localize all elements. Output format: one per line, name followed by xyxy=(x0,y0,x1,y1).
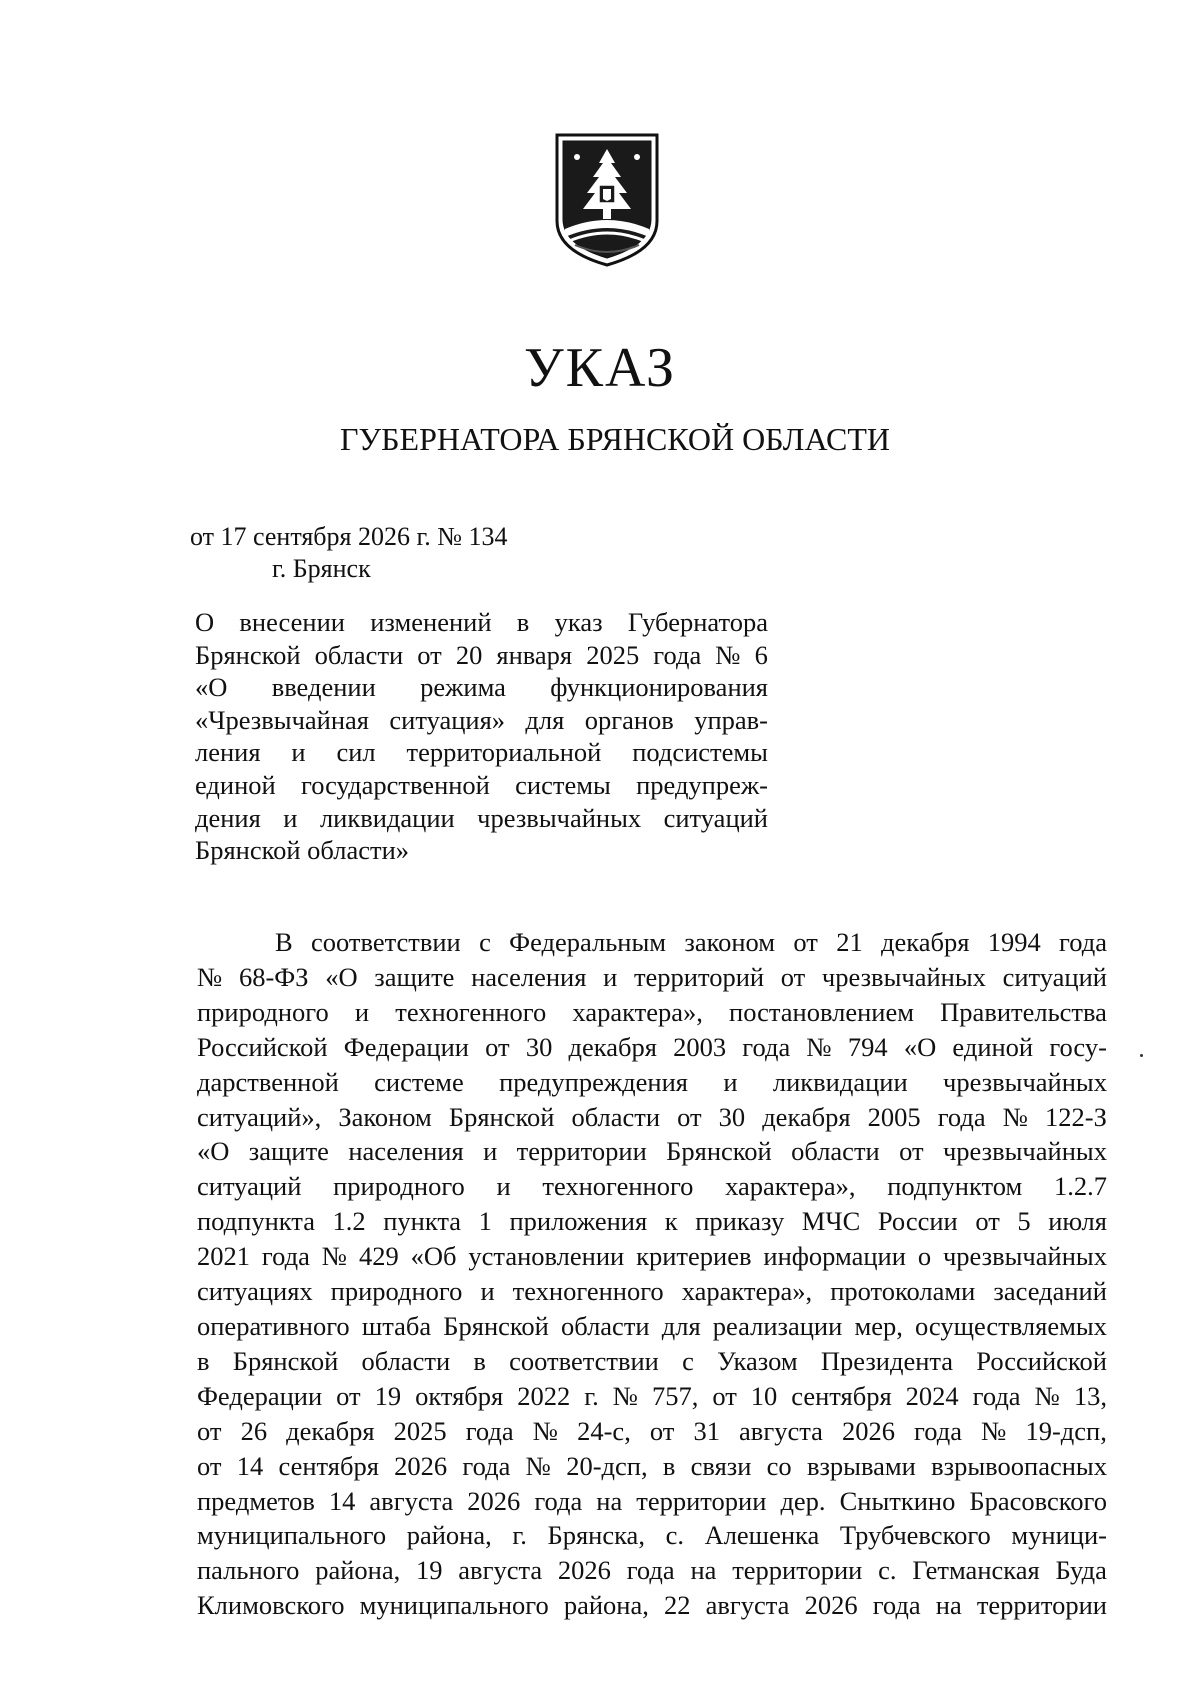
word: и xyxy=(723,1066,738,1097)
word: 30 xyxy=(525,1031,553,1062)
word: предупреждения xyxy=(499,1066,688,1097)
word: Брянской xyxy=(232,1345,339,1376)
word: чрезвычайных xyxy=(942,1136,1107,1167)
word: техногенного xyxy=(512,1276,664,1307)
word: от xyxy=(780,961,806,992)
subject-line xyxy=(195,736,768,769)
word: октября xyxy=(415,1380,504,1411)
word: органов xyxy=(584,704,674,735)
word: № xyxy=(715,639,741,670)
subject-line xyxy=(195,769,768,802)
word: 2026 xyxy=(557,1555,611,1586)
word: 757, xyxy=(651,1380,699,1411)
word: 2005 xyxy=(867,1101,921,1132)
word: года xyxy=(972,1380,1021,1411)
word: 2025 xyxy=(393,1415,447,1446)
word: и xyxy=(291,737,306,768)
word: сентября xyxy=(791,1380,892,1411)
word: В xyxy=(275,927,293,957)
word: изменений xyxy=(370,607,492,637)
word: критериев xyxy=(636,1241,752,1272)
word: области xyxy=(361,1345,451,1376)
word: года xyxy=(872,1590,921,1621)
word: сентября xyxy=(278,1450,379,1481)
word: 2026 xyxy=(394,1450,448,1481)
word: техногенного xyxy=(542,1171,694,1202)
body-line xyxy=(197,1030,1107,1065)
word: района, xyxy=(315,1555,401,1586)
word: июля xyxy=(1048,1206,1107,1237)
word: и xyxy=(603,961,618,992)
word: внесении xyxy=(239,607,345,637)
word: территории xyxy=(732,1555,863,1586)
word: предметов xyxy=(197,1485,315,1516)
word: природного xyxy=(330,1276,463,1307)
issuer-title: ГУБЕРНАТОРА БРЯНСКОЙ ОБЛАСТИ xyxy=(340,421,890,457)
word: 1994 xyxy=(987,927,1041,957)
word: 2022 xyxy=(517,1380,571,1411)
word: законом xyxy=(684,927,776,957)
word: оперативного xyxy=(197,1310,350,1341)
word: характера», xyxy=(572,996,703,1027)
word: декабря xyxy=(286,1415,375,1446)
word: системы xyxy=(515,769,611,800)
word: района, xyxy=(406,1520,492,1551)
body-line xyxy=(197,1065,1107,1100)
word: взрывами xyxy=(806,1450,916,1481)
word: № xyxy=(532,1415,559,1446)
word: 30 xyxy=(718,1101,746,1132)
word: 13, xyxy=(1073,1380,1107,1411)
document-body xyxy=(197,925,1107,1623)
word: заседаний xyxy=(993,1276,1107,1307)
word: дения xyxy=(195,802,261,833)
word: ситуациях xyxy=(197,1276,313,1307)
word: Брянской xyxy=(666,1136,772,1167)
word: для xyxy=(525,704,565,735)
word: от xyxy=(197,1450,222,1481)
body-line xyxy=(197,1309,1107,1344)
word: 2026 xyxy=(467,1485,521,1516)
word: года xyxy=(534,1485,583,1516)
body-line xyxy=(197,1588,1107,1623)
word: Трубчевского xyxy=(839,1520,991,1551)
word: к xyxy=(664,1206,678,1237)
word: Брянской xyxy=(195,639,301,670)
word: Президента xyxy=(820,1345,954,1376)
word: функционирования xyxy=(550,672,768,703)
body-line xyxy=(197,1169,1107,1204)
word: 2003 xyxy=(673,1031,727,1062)
word: «О xyxy=(195,672,228,703)
word: № xyxy=(806,1031,832,1062)
word: декабря xyxy=(762,1101,851,1132)
word: техногенного xyxy=(395,996,547,1027)
word: и xyxy=(496,1171,511,1202)
word: дер. xyxy=(780,1485,826,1516)
word: и xyxy=(480,1276,495,1307)
word: реализации xyxy=(712,1310,843,1341)
word: в xyxy=(473,1345,486,1376)
word: защите xyxy=(374,961,455,992)
word: со xyxy=(766,1450,792,1481)
word: 2025 xyxy=(586,639,640,670)
word: соответствии xyxy=(509,1345,659,1376)
word: 794 xyxy=(847,1031,888,1062)
word: № xyxy=(525,1450,551,1481)
word: 429 xyxy=(358,1241,399,1272)
word: Федерации xyxy=(343,1031,469,1062)
word: 2026 xyxy=(804,1590,858,1621)
word: 6 xyxy=(754,639,768,670)
word: муници- xyxy=(1011,1520,1107,1551)
word: территории xyxy=(636,1485,767,1516)
word: территориальной xyxy=(406,737,602,768)
word: единой xyxy=(195,769,276,800)
word: от xyxy=(197,1415,222,1446)
word: ления xyxy=(195,737,261,768)
word: Указом xyxy=(717,1345,798,1376)
word: Климовского xyxy=(197,1590,345,1621)
word: в xyxy=(516,607,530,637)
word: № xyxy=(981,1415,1007,1446)
word: взрывоопасных xyxy=(931,1450,1107,1481)
word: территории xyxy=(976,1590,1107,1621)
word: 20 xyxy=(455,639,483,670)
word: декабря xyxy=(881,927,970,957)
word: 14 xyxy=(236,1450,264,1481)
body-line xyxy=(197,1344,1107,1379)
word: 1 xyxy=(478,1206,492,1237)
word: года xyxy=(261,1241,310,1272)
word: муниципального xyxy=(197,1520,387,1551)
word: Правительства xyxy=(940,996,1107,1027)
word: 22 xyxy=(663,1590,691,1621)
word: и xyxy=(354,996,370,1027)
word: Сныткино xyxy=(839,1485,956,1516)
word: для xyxy=(661,1310,701,1341)
word: России xyxy=(877,1206,958,1237)
body-line xyxy=(197,1518,1107,1553)
word: мер, xyxy=(854,1310,903,1341)
document-date-number: от 17 сентября 2026 г. № 134 xyxy=(190,522,508,551)
word: указ xyxy=(554,607,603,637)
word: государственной xyxy=(301,769,490,800)
word: года xyxy=(914,1415,962,1446)
body-line xyxy=(197,960,1107,995)
word: области xyxy=(571,1101,661,1132)
word: августа xyxy=(369,1485,454,1516)
word: «Об xyxy=(410,1241,457,1272)
word: подпунктом xyxy=(887,1171,1023,1202)
word: 24-с, xyxy=(577,1415,631,1446)
body-line xyxy=(197,1134,1107,1169)
subject-line xyxy=(195,802,768,835)
word: чрезвычайных xyxy=(943,1066,1107,1097)
word: режима xyxy=(420,672,506,703)
word: № xyxy=(612,1380,638,1411)
body-line xyxy=(197,1379,1107,1414)
word: 1.2 xyxy=(332,1206,366,1237)
body-line xyxy=(197,1204,1107,1239)
word: г. xyxy=(584,1380,599,1411)
subject-line xyxy=(195,704,768,737)
word: введении xyxy=(271,672,376,703)
word: от xyxy=(485,1031,510,1062)
word: ликвидации xyxy=(319,802,455,833)
word: ситуаций xyxy=(1002,961,1107,992)
word: Брасовского xyxy=(969,1485,1107,1516)
word: единой xyxy=(952,1031,1034,1062)
document-city: г. Брянск xyxy=(272,554,371,583)
word: населения xyxy=(471,961,587,992)
word: о xyxy=(917,1241,932,1272)
word: района, xyxy=(563,1590,649,1621)
word: от xyxy=(975,1206,1000,1237)
word: системе xyxy=(374,1066,464,1097)
word: августа xyxy=(739,1415,823,1446)
word: МЧС xyxy=(801,1206,861,1237)
word: года xyxy=(465,1415,514,1446)
word: территорий xyxy=(633,961,765,992)
word: 21 xyxy=(836,927,863,957)
word: с. xyxy=(665,1520,684,1551)
document-subject xyxy=(195,606,768,867)
word: соответствии xyxy=(311,927,461,957)
word: «О xyxy=(903,1031,937,1062)
word: области xyxy=(314,639,404,670)
word: ситуация» xyxy=(389,704,506,735)
word: установлении xyxy=(468,1241,625,1272)
subject-line xyxy=(195,671,768,704)
subject-line xyxy=(195,639,768,672)
document-type-title: УКАЗ xyxy=(523,337,677,399)
word: 1.2.7 xyxy=(1053,1171,1107,1202)
word: госу- xyxy=(1049,1031,1107,1062)
word: года xyxy=(742,1031,791,1062)
word: протоколами xyxy=(830,1276,976,1307)
word: 2026 xyxy=(841,1415,895,1446)
word: Законом xyxy=(338,1101,432,1132)
word: Губернатора xyxy=(627,607,768,637)
subject-line: Брянской области» xyxy=(195,835,410,866)
word: ситуаций xyxy=(197,1171,302,1202)
word: 19 xyxy=(416,1555,443,1586)
word: муниципального xyxy=(359,1590,549,1621)
word: Брянской xyxy=(448,1101,555,1132)
word: штаба xyxy=(361,1310,432,1341)
word: пального xyxy=(197,1555,300,1586)
word: пункта xyxy=(383,1206,462,1237)
word: Буда xyxy=(1055,1555,1107,1586)
word: чрезвычайных xyxy=(821,961,986,992)
word: характера», xyxy=(725,1171,856,1202)
word: характера», xyxy=(681,1276,813,1307)
word: от xyxy=(417,639,442,670)
word: с xyxy=(682,1345,694,1376)
word: предупреж- xyxy=(636,769,768,800)
word: 68-ФЗ xyxy=(238,961,309,992)
body-line xyxy=(197,1274,1107,1309)
word: от xyxy=(712,1380,737,1411)
word: населения xyxy=(348,1136,464,1167)
word: декабря xyxy=(568,1031,657,1062)
body-line xyxy=(197,1414,1107,1449)
body-line xyxy=(197,1100,1107,1135)
word: чрезвычайных xyxy=(477,802,642,833)
body-line xyxy=(197,1484,1107,1519)
word: на xyxy=(935,1590,962,1621)
word: 5 xyxy=(1017,1206,1031,1237)
word: ситуаций», xyxy=(197,1101,322,1132)
word: 2024 xyxy=(905,1380,959,1411)
word: от xyxy=(336,1380,361,1411)
word: на xyxy=(690,1555,717,1586)
word: Гетманская xyxy=(912,1555,1040,1586)
word: чрезвычайных xyxy=(942,1241,1107,1272)
word: 19 xyxy=(374,1380,402,1411)
word: и xyxy=(283,802,298,833)
word: года xyxy=(462,1450,511,1481)
word: от xyxy=(899,1136,924,1167)
coat-of-arms-emblem xyxy=(555,133,659,267)
word: с xyxy=(479,927,491,957)
body-line xyxy=(197,995,1107,1030)
word: 122-З xyxy=(1045,1101,1107,1132)
word: с. xyxy=(878,1555,897,1586)
word: О xyxy=(195,607,215,637)
word: области xyxy=(791,1136,880,1167)
word: года xyxy=(1059,927,1107,957)
word: года xyxy=(626,1555,675,1586)
word: на xyxy=(596,1485,623,1516)
word: ликвидации xyxy=(772,1066,908,1097)
word: 14 xyxy=(328,1485,356,1516)
word: 19-дсп, xyxy=(1025,1415,1107,1446)
word: 10 xyxy=(750,1380,778,1411)
word: от xyxy=(677,1101,702,1132)
word: сил xyxy=(336,737,376,768)
word: года xyxy=(937,1101,986,1132)
word: связи xyxy=(690,1450,752,1481)
word: Российской xyxy=(976,1345,1107,1376)
word: августа xyxy=(458,1555,543,1586)
word: от xyxy=(793,927,818,957)
word: от xyxy=(649,1415,675,1446)
word: 20-дсп, xyxy=(566,1450,648,1481)
word: № xyxy=(321,1241,348,1272)
body-line xyxy=(197,925,1107,960)
word: природного xyxy=(197,996,329,1027)
word: «О xyxy=(325,961,358,992)
subject-line xyxy=(195,606,768,639)
word: в xyxy=(197,1345,210,1376)
word: «Чрезвычайная xyxy=(195,704,369,735)
word: г. xyxy=(512,1520,527,1551)
word: 31 xyxy=(693,1415,720,1446)
word: осуществляемых xyxy=(915,1310,1107,1341)
word: ситуаций xyxy=(663,802,768,833)
word: территории xyxy=(516,1136,647,1167)
word: природного xyxy=(333,1171,465,1202)
word: подсистемы xyxy=(632,737,768,768)
word: января xyxy=(496,639,573,670)
word: 26 xyxy=(240,1415,268,1446)
word: Брянской xyxy=(443,1310,549,1341)
body-line xyxy=(197,1553,1107,1588)
word: управ- xyxy=(694,704,768,735)
word: года xyxy=(653,639,702,670)
word: области xyxy=(561,1310,650,1341)
word: Брянска, xyxy=(547,1520,645,1551)
word: «О xyxy=(197,1136,230,1167)
word: Алешенка xyxy=(704,1520,820,1551)
word: августа xyxy=(705,1590,790,1621)
word: защите xyxy=(248,1136,329,1167)
word: подпункта xyxy=(197,1206,315,1237)
word: № xyxy=(1034,1380,1060,1411)
word: дарственной xyxy=(197,1066,339,1097)
word: постановлением xyxy=(729,996,915,1027)
body-line xyxy=(197,1449,1107,1484)
word: № xyxy=(197,961,223,992)
word: Федерации xyxy=(197,1380,323,1411)
word: Федеральным xyxy=(509,927,667,957)
word: приказу xyxy=(695,1206,785,1237)
scan-speck xyxy=(1140,1054,1143,1057)
body-line xyxy=(197,1239,1107,1274)
word: 2021 xyxy=(197,1241,250,1272)
word: и xyxy=(483,1136,498,1167)
word: приложения xyxy=(509,1206,648,1237)
word: № xyxy=(1002,1101,1028,1132)
word: в xyxy=(662,1450,676,1481)
word: информации xyxy=(763,1241,906,1272)
word: Российской xyxy=(197,1031,328,1062)
